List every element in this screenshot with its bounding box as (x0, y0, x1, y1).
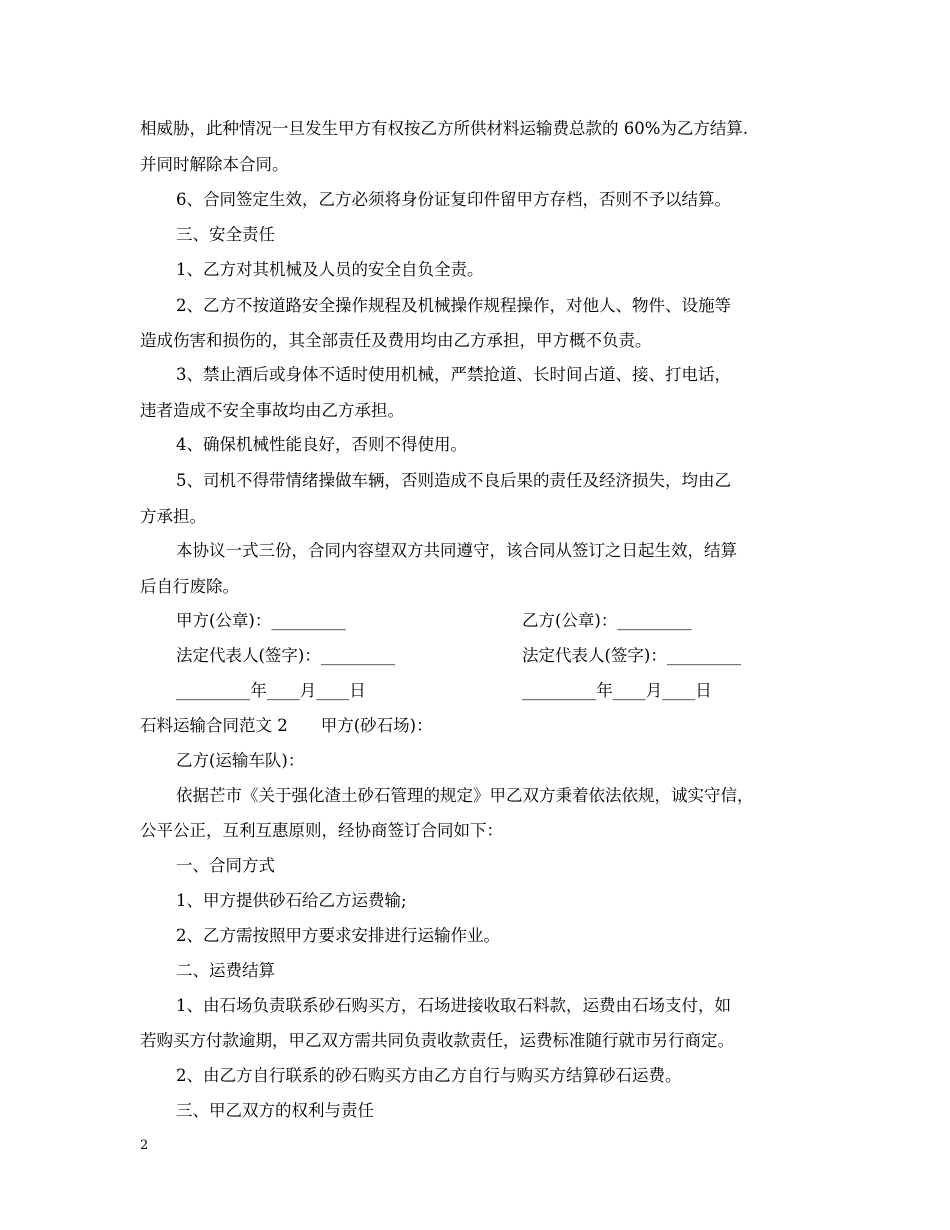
signature-row-rep (176, 645, 866, 667)
paragraph-line: 1、乙方对其机械及人员的安全自负全责。 (176, 260, 484, 279)
section-heading: 一、合同方式 (176, 856, 275, 875)
paragraph-line: 造成伤害和损伤的，其全部责任及费用均由乙方承担，甲方概不负责。 (140, 331, 652, 350)
paragraph-line: 若购买方付款逾期，甲乙双方需共同负责收款责任，运费标准随行就市另行商定。 (140, 1031, 734, 1050)
paragraph-line: 6、合同签定生效，乙方必须将身份证复印件留甲方存档，否则不予以结算。 (176, 190, 731, 209)
paragraph-line: 依据芒市《关于强化渣土砂石管理的规定》甲乙双方秉着依法依规，诚实守信， (176, 786, 754, 805)
paragraph-line: 1、由石场负责联系砂石购买方，石场进接收取石料款，运费由石场支付，如 (176, 996, 731, 1015)
party-b-seal: 乙方(公章)：_________ (522, 611, 692, 630)
paragraph-line: 3、禁止酒后或身体不适时使用机械，严禁抢道、长时间占道、接、打电话， (176, 365, 731, 384)
section-heading: 三、安全责任 (176, 225, 275, 244)
paragraph-line: 本协议一式三份，合同内容望双方共同遵守，该合同从签订之日起生效，结算 (176, 541, 737, 560)
paragraph-line: 2、乙方需按照甲方要求安排进行运输作业。 (176, 926, 500, 945)
page-number: 2 (140, 1138, 149, 1153)
party-b-date: _________年____月____日 (522, 681, 712, 700)
paragraph-line: 违者造成不安全事故均由乙方承担。 (140, 401, 404, 420)
signature-row-date (176, 680, 866, 702)
paragraph-line: 2、由乙方自行联系的砂石购买方由乙方自行与购买方结算砂石运费。 (176, 1066, 682, 1085)
paragraph-line: 4、确保机械性能良好，否则不得使用。 (176, 435, 467, 454)
party-a-seal: 甲方(公章)：_________ (176, 611, 346, 630)
party-a-date: _________年____月____日 (176, 681, 366, 700)
paragraph-line: 5、司机不得带情绪操做车辆，否则造成不良后果的责任及经济损失，均由乙 (176, 471, 731, 490)
paragraph-line: 乙方(运输车队)： (176, 751, 305, 770)
paragraph-line: 并同时解除本合同。 (140, 155, 289, 174)
paragraph-line: 1、甲方提供砂石给乙方运费输; (176, 891, 407, 910)
section-heading: 二、运费结算 (176, 961, 275, 980)
section-heading: 三、甲乙双方的权利与责任 (176, 1101, 374, 1120)
document-title: 石料运输合同范文 2 甲方(砂石场)： (140, 716, 433, 735)
party-a-rep: 法定代表人(签字)：_________ (176, 646, 396, 665)
paragraph-line: 公平公正，互利互惠原则，经协商签订合同如下： (140, 821, 503, 840)
paragraph-line: 2、乙方不按道路安全操作规程及机械操作规程操作，对他人、物件、设施等 (176, 296, 731, 315)
paragraph-line: 后自行废除。 (140, 577, 239, 596)
signature-row-seal (176, 610, 866, 632)
paragraph-line: 相威胁，此种情况一旦发生甲方有权按乙方所供材料运输费总款的 60%为乙方结算. (140, 119, 749, 138)
paragraph-line: 方承担。 (140, 507, 206, 526)
party-b-rep: 法定代表人(签字)：_________ (522, 646, 742, 665)
